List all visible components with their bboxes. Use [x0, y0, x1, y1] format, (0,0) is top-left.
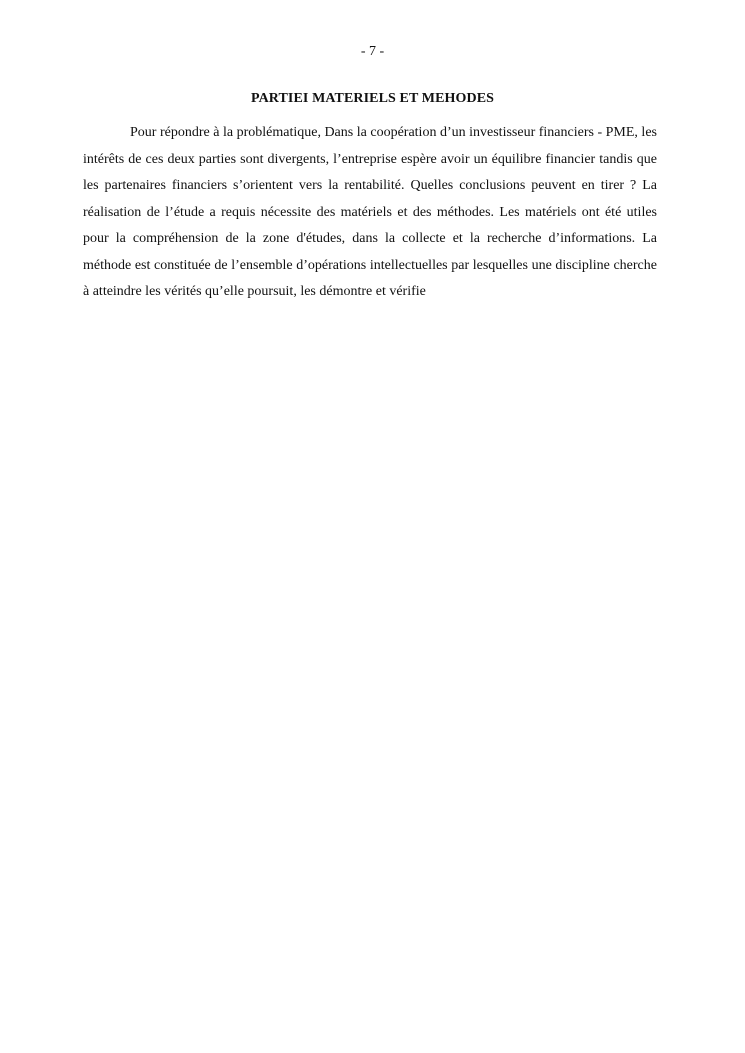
section-title: PARTIEI MATERIELS ET MEHODES: [250, 91, 495, 106]
page-number: - 7 -: [360, 44, 385, 59]
body-paragraph: Pour répondre à la problématique, Dans la coopération d’un investisseur financiers - PME, les intérêts de ces deux parties sont divergents, l’entreprise espère avoir un équilibre financier tandis que les partenaires financiers s’orientent vers la rentabilité. Quelles conclusions peuvent en tirer ? La réalisation de l’étude a requis nécessite des matériels et des méthodes. Les matériels ont été utiles pour la compréhension de la zone d'études, dans la collecte et la recherche d’informations. La méthode est constituée de l’ensemble d’opérations intellectuelles par lesquelles une discipline cherche à atteindre les vérités qu’elle poursuit, les démontre et vérifie: [83, 125, 657, 299]
